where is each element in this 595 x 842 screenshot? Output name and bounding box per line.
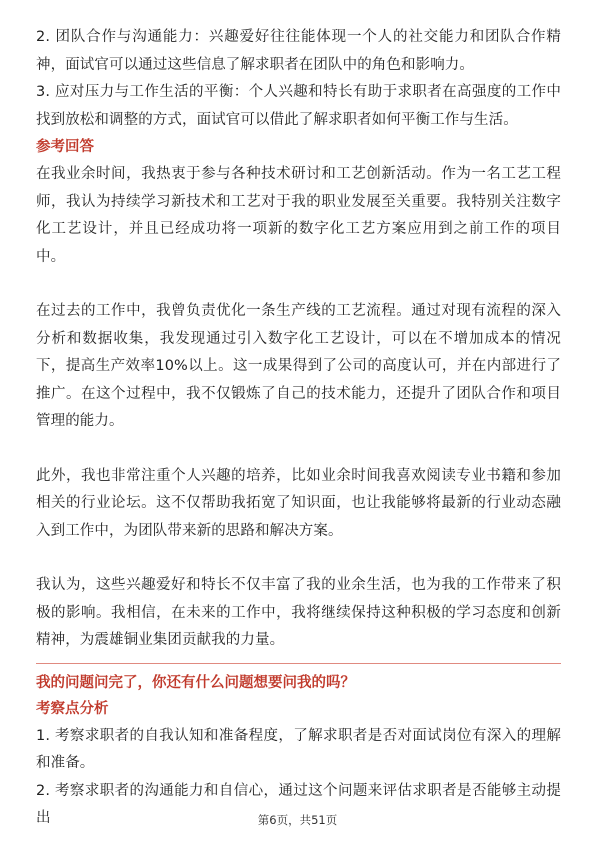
analysis-heading: 考察点分析 (36, 700, 109, 717)
answer-paragraph: 我认为，这些兴趣爱好和特长不仅丰富了我的业余生活，也为我的工作带来了积极的影响。我相信，在未来的工作中，我将继续保持这种积极的学习态度和创新精神，为震雄铜业集团贡献我的力量。 (36, 577, 561, 648)
document-page (36, 24, 561, 833)
reference-answer-heading: 参考回答 (36, 139, 94, 155)
section-divider (36, 663, 561, 664)
list-item: 1. 考察求职者的自我认知和准备程度，了解求职者是否对面试岗位有深入的理解和准备。 (36, 727, 561, 771)
answer-paragraph: 此外，我也非常注重个人兴趣的培养，比如业余时间我喜欢阅读专业书籍和参加相关的行业论坛。这不仅帮助我拓宽了知识面，也让我能够将最新的行业动态融入到工作中，为团队带来新的思路和解决方案。 (36, 467, 561, 539)
list-item: 2. 考察求职者的沟通能力和自信心，通过这个问题来评估求职者是否能够主动提出 (36, 782, 561, 826)
list-item: 2. 团队合作与沟通能力：兴趣爱好往往能体现一个人的社交能力和团队合作精神，面试官可以通过这些信息了解求职者在团队中的角色和影响力。 (36, 29, 561, 73)
answer-paragraph: 在我业余时间，我热衷于参与各种技术研讨和工艺创新活动。作为一名工艺工程师，我认为持续学习新技术和工艺对于我的职业发展至关重要。我特别关注数字化工艺设计，并且已经成功将一项新的数字化工艺方案应用到之前工作的项目中。 (36, 166, 561, 265)
list-item: 3. 应对压力与工作生活的平衡：个人兴趣和特长有助于求职者在高强度的工作中找到放松和调整的方式，面试官可以借此了解求职者如何平衡工作与生活。 (36, 84, 561, 128)
answer-paragraph: 在过去的工作中，我曾负责优化一条生产线的工艺流程。通过对现有流程的深入分析和数据收集，我发现通过引入数字化工艺设计，可以在不增加成本的情况下，提高生产效率10%以上。这一成果得到了公司的高度认可，并在内部进行了推广。在这个过程中，我不仅锻炼了自己的技术能力，还提升了团队合作和项目管理的能力。 (36, 303, 561, 429)
page-number: 第6页，共51页 (257, 813, 338, 827)
question-title: 我的问题问完了，你还有什么问题想要问我的吗？ (36, 674, 355, 691)
